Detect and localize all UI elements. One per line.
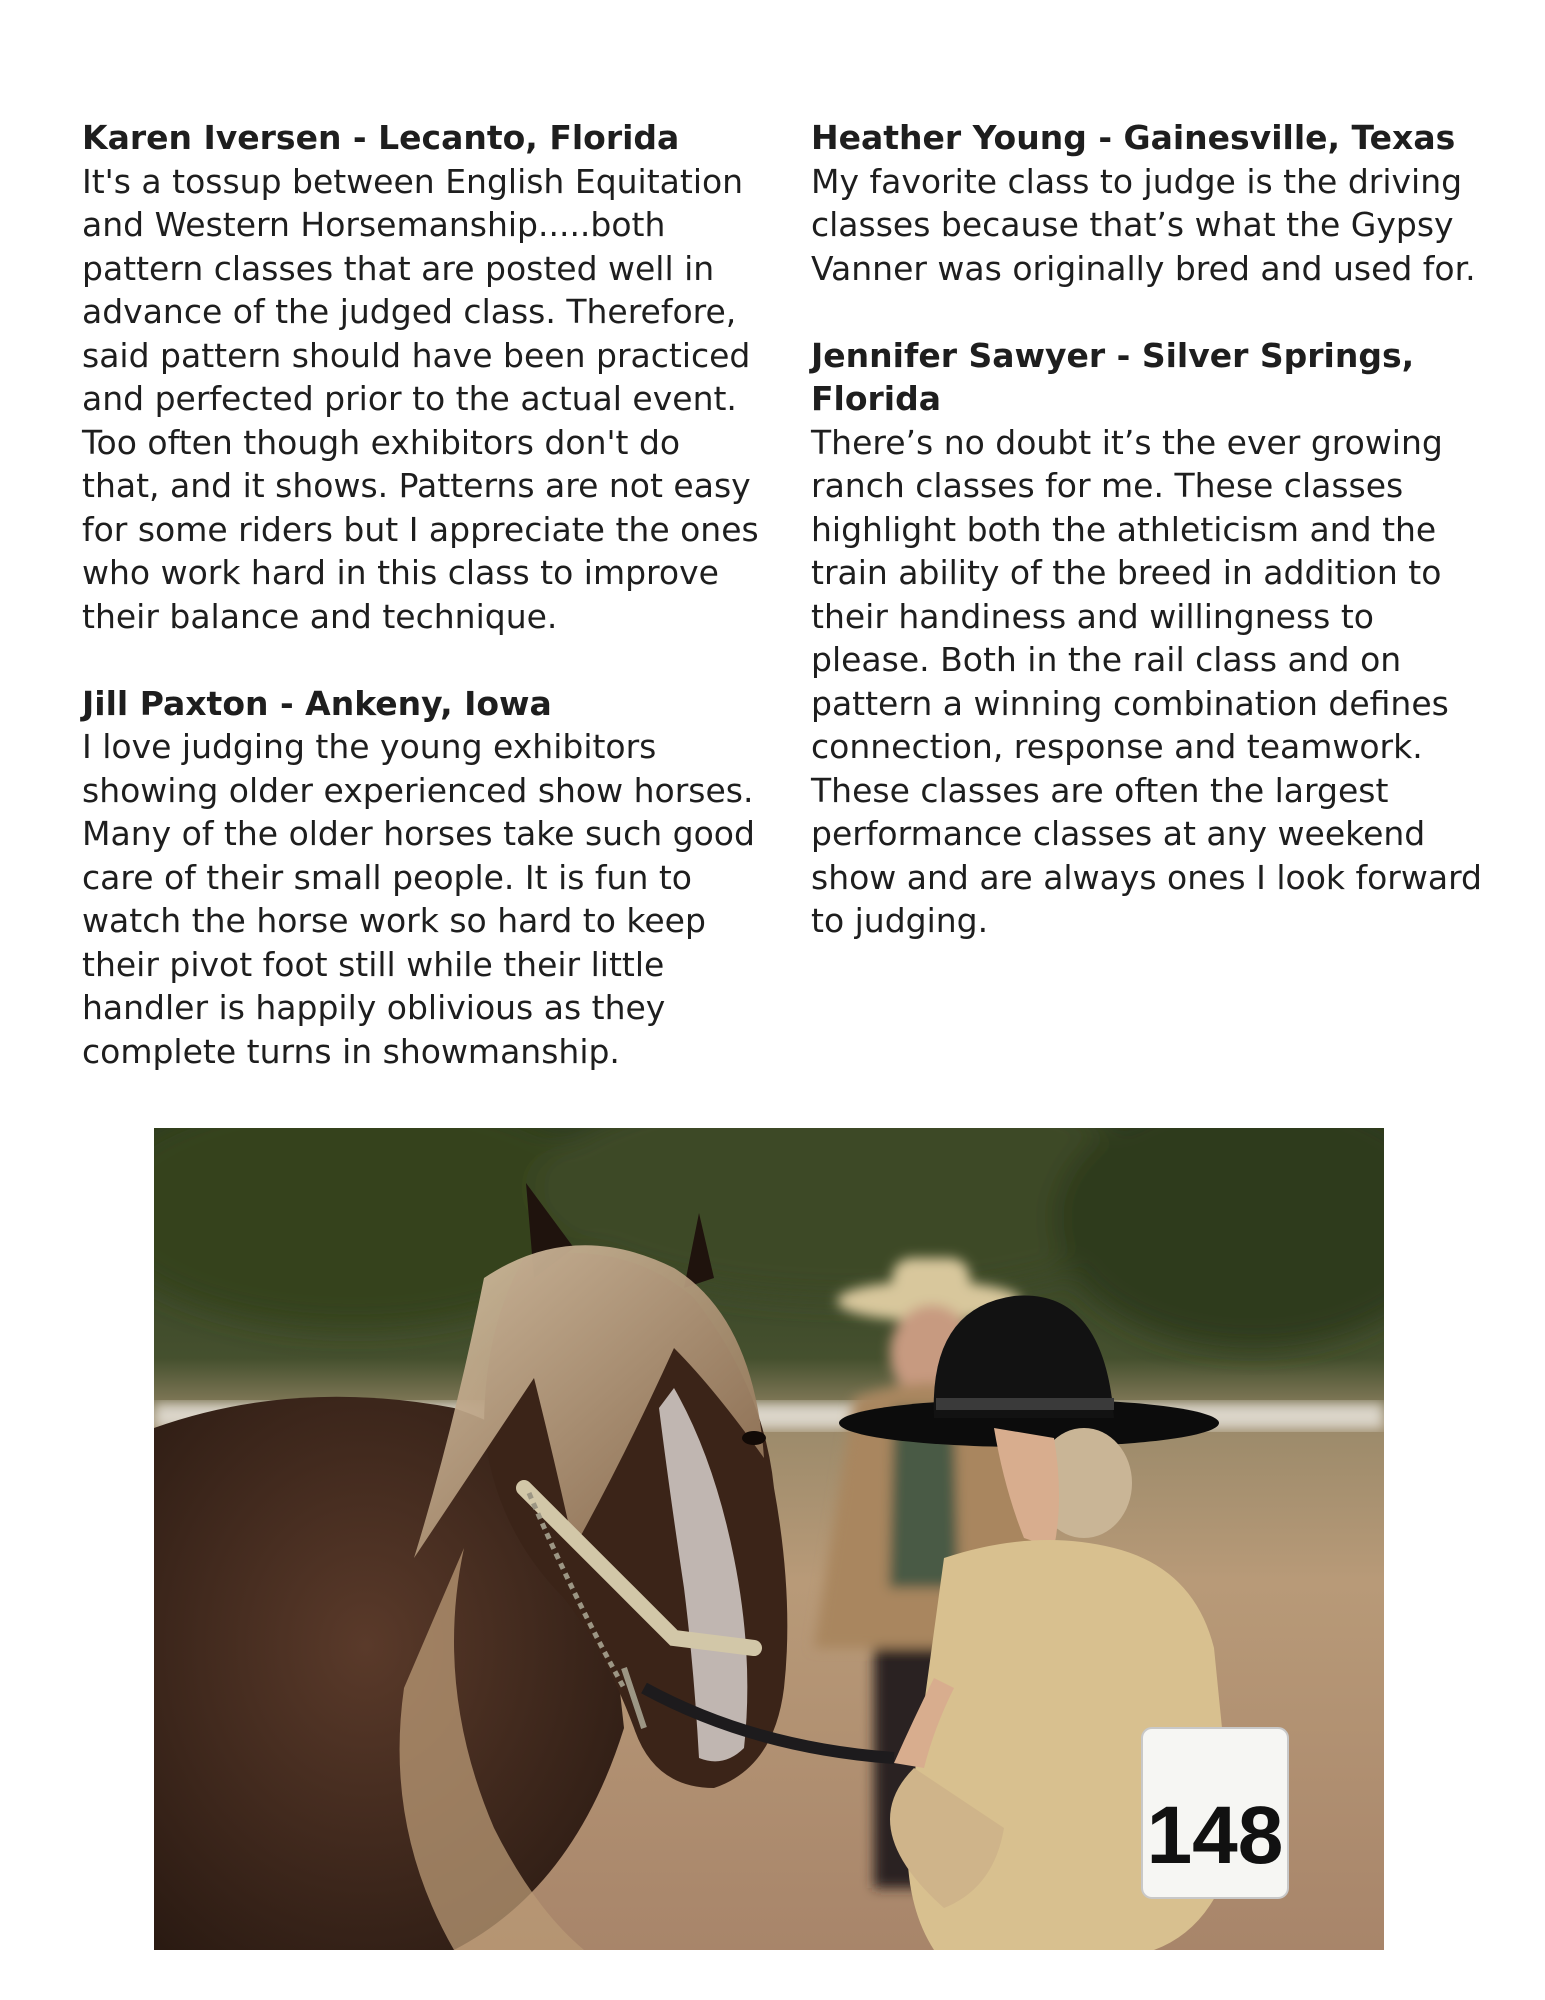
testimonial-jennifer xyxy=(811,334,1501,943)
testimonial-karen xyxy=(82,116,762,638)
exhibitor-number: 148 xyxy=(1146,1790,1284,1881)
testimonial-text: It's a tossup between English Equitation and Western Horsemanship.....both pattern classes that are posted well in advance of the judged class. Therefore, said pattern should have been practiced and perfected prior to the actual event. Too often though exhibitors don't do that, and it shows. Patterns are not easy for some riders but I appreciate the ones who work hard in this class to improve their balance and technique. xyxy=(82,161,759,636)
left-column xyxy=(82,116,762,1073)
testimonial-name: Jennifer Sawyer - Silver Springs, Florida xyxy=(811,335,1415,418)
testimonial-name: Jill Paxton - Ankeny, Iowa xyxy=(82,683,552,723)
testimonial-name: Heather Young - Gainesville, Texas xyxy=(811,118,1456,157)
testimonial-text: My favorite class to judge is the driving classes because that’s what the Gypsy Vanner was originally bred and used for. xyxy=(811,161,1476,288)
testimonial-text: I love judging the young exhibitors showing older experienced show horses. Many of the older horses take such good care of their small people. It is fun to watch the horse work so hard to keep their pivot foot still while their little handler is happily oblivious as they complete turns in showmanship. xyxy=(82,727,755,1071)
testimonial-jill xyxy=(82,682,762,1074)
testimonial-name: Karen Iversen - Lecanto, Florida xyxy=(82,118,680,157)
horse-showmanship-photo xyxy=(154,1128,1384,1950)
testimonial-text: There’s no doubt it’s the ever growing ranch classes for me. These classes highlight both the athleticism and the train ability of the breed in addition to their handiness and willingness to please. Both in the rail class and on pattern a winning combination defines connection, response and teamwork. These classes are often the largest performance classes at any weekend show and are always ones I look forward to judging. xyxy=(811,422,1483,940)
testimonial-heather xyxy=(811,116,1501,290)
horse-eye xyxy=(742,1431,766,1445)
photo-illustration xyxy=(154,1128,1384,1950)
right-column xyxy=(811,116,1501,943)
